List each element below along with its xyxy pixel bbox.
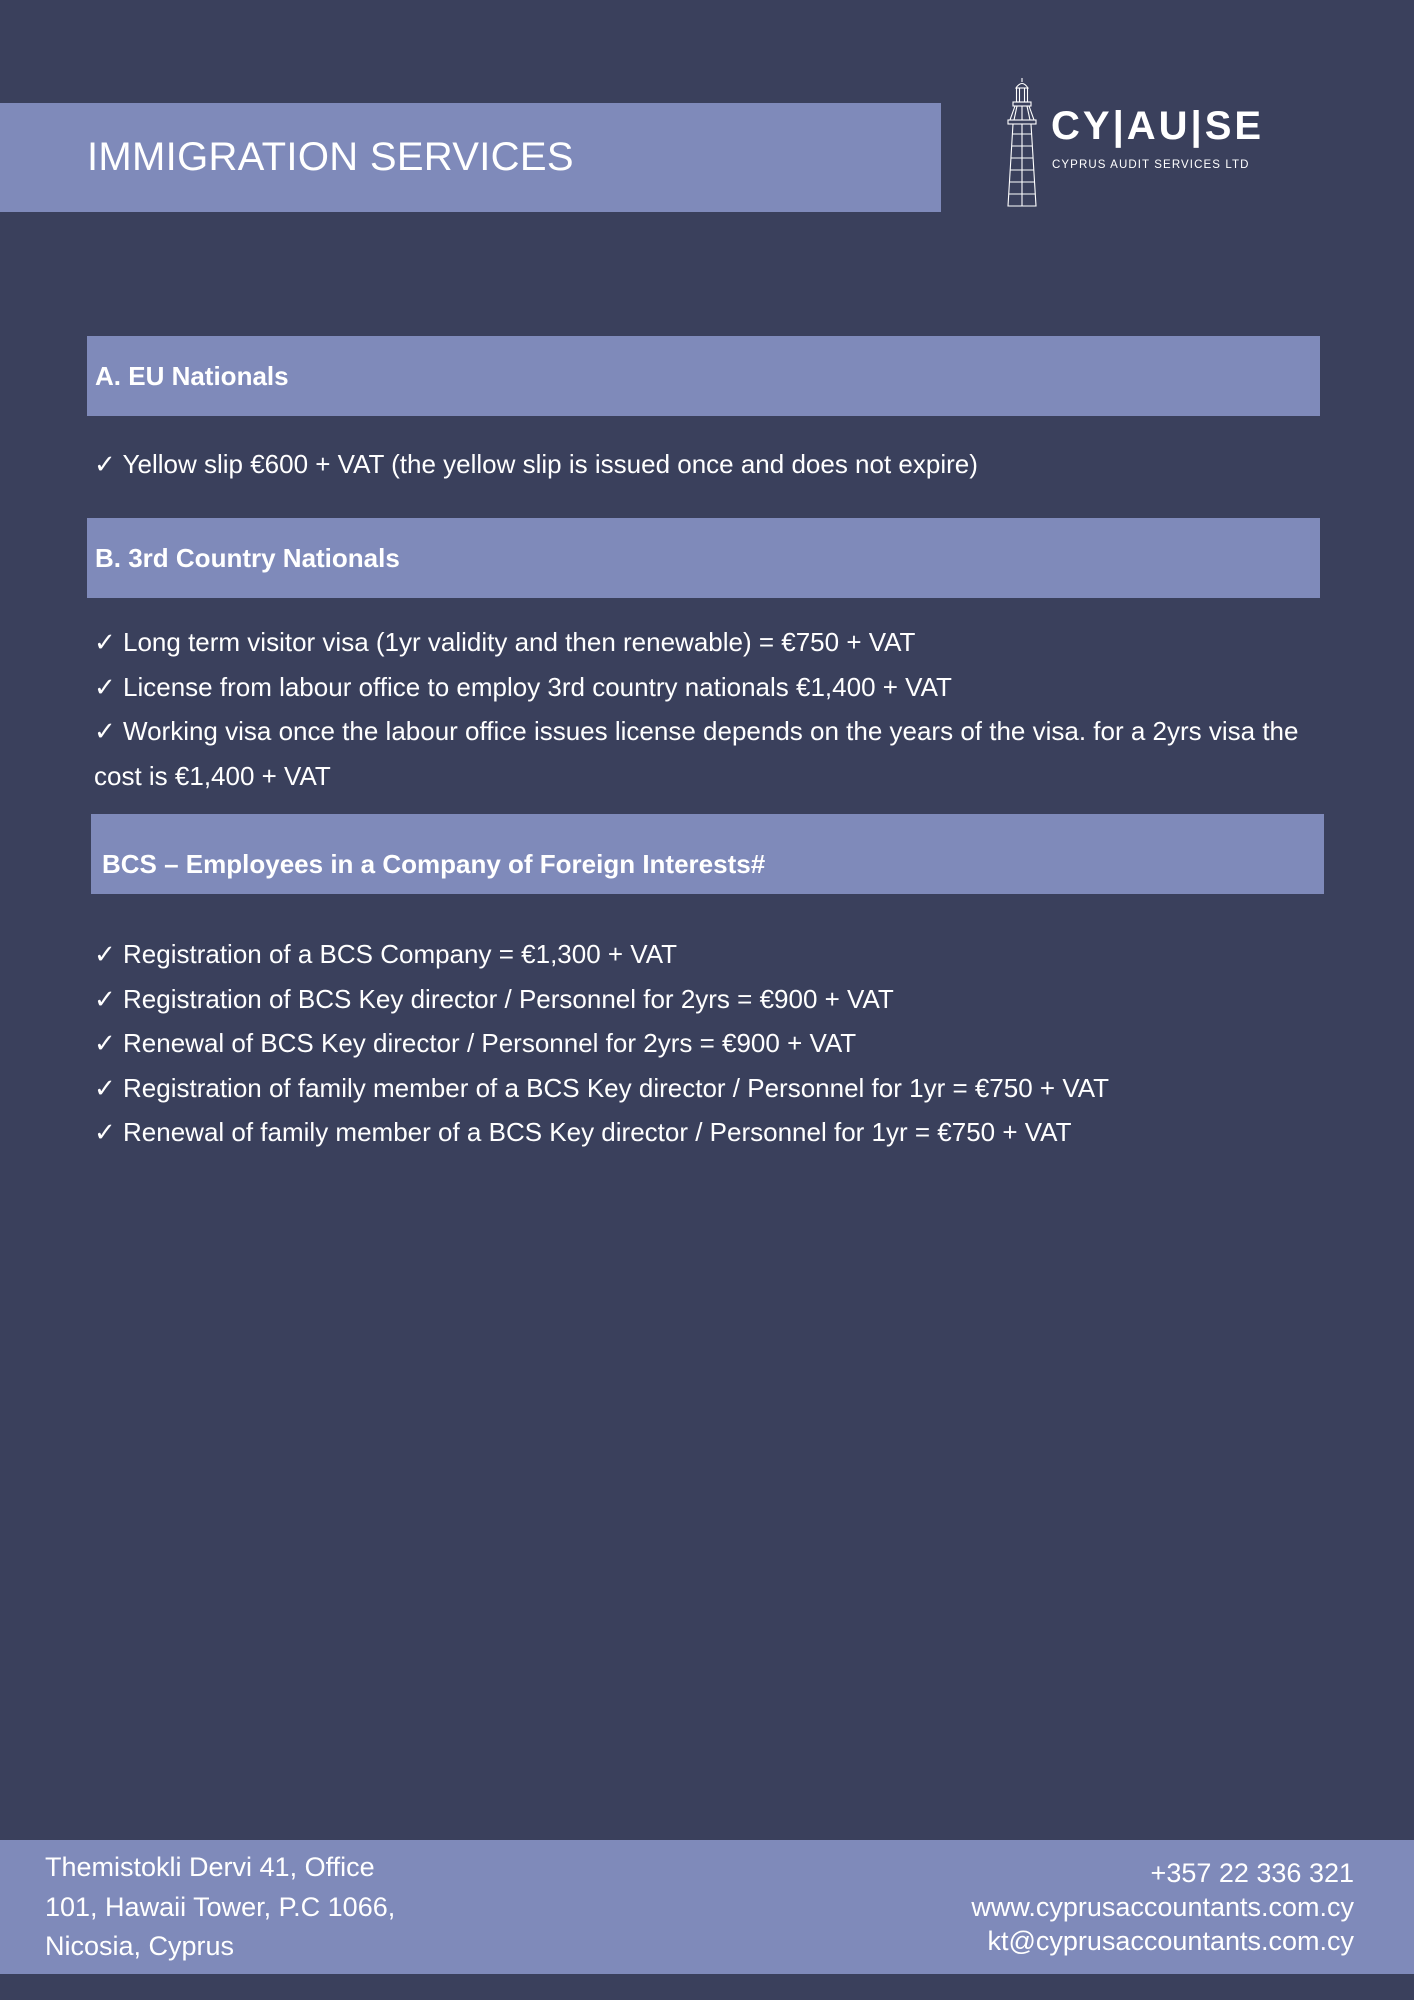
logo-tagline: CYPRUS AUDIT SERVICES LTD bbox=[1052, 159, 1250, 171]
footer-website-link[interactable]: www.cyprusaccountants.com.cy bbox=[971, 1892, 1354, 1922]
section-heading: A. EU Nationals bbox=[95, 361, 289, 391]
address-line: Nicosia, Cyprus bbox=[45, 1931, 235, 1961]
logo-wordmark: CY|AU|SE bbox=[1051, 104, 1265, 148]
footer-email-link[interactable]: kt@cyprusaccountants.com.cy bbox=[987, 1926, 1354, 1956]
list-item: ✓ License from labour office to employ 3rd country nationals €1,400 + VAT bbox=[94, 671, 952, 702]
address-line: Themistokli Dervi 41, Office bbox=[45, 1852, 375, 1882]
third-country-list bbox=[94, 620, 1324, 798]
section-header-eu-nationals bbox=[87, 336, 1320, 416]
section-header-bcs bbox=[91, 814, 1324, 894]
footer-contact bbox=[971, 1856, 1354, 1958]
section-header-third-country bbox=[87, 518, 1320, 598]
list-item: ✓ Renewal of family member of a BCS Key director / Personnel for 1yr = €750 + VAT bbox=[94, 1117, 1072, 1148]
address-line: 101, Hawaii Tower, P.C 1066, bbox=[45, 1891, 396, 1922]
eu-nationals-list bbox=[94, 442, 1324, 487]
footer bbox=[0, 1840, 1414, 1974]
bcs-list bbox=[94, 932, 1324, 1155]
footer-address bbox=[45, 1848, 395, 1967]
title-banner bbox=[0, 103, 941, 212]
list-item: ✓ Registration of a BCS Company = €1,300 + VAT bbox=[94, 939, 678, 969]
list-item: ✓ Registration of family member of a BCS Key director / Personnel for 1yr = €750 + VAT bbox=[94, 1072, 1110, 1103]
list-item: ✓ Long term visitor visa (1yr validity and then renewable) = €750 + VAT bbox=[94, 627, 916, 657]
section-heading: BCS – Employees in a Company of Foreign Interests# bbox=[102, 849, 766, 879]
company-logo bbox=[1005, 76, 1265, 208]
list-item: ✓ Working visa once the labour office issues license depends on the years of the visa. for a 2yrs visa the cost is €1,400 + VAT bbox=[94, 716, 1299, 791]
lighthouse-icon bbox=[1005, 76, 1039, 208]
list-item: ✓ Yellow slip €600 + VAT (the yellow slip is issued once and does not expire) bbox=[94, 449, 978, 479]
list-item: ✓ Renewal of BCS Key director / Personnel for 2yrs = €900 + VAT bbox=[94, 1028, 857, 1059]
page-title: IMMIGRATION SERVICES bbox=[87, 135, 574, 179]
footer-phone[interactable]: +357 22 336 321 bbox=[1150, 1858, 1354, 1888]
section-heading: B. 3rd Country Nationals bbox=[95, 543, 400, 573]
list-item: ✓ Registration of BCS Key director / Personnel for 2yrs = €900 + VAT bbox=[94, 983, 894, 1014]
